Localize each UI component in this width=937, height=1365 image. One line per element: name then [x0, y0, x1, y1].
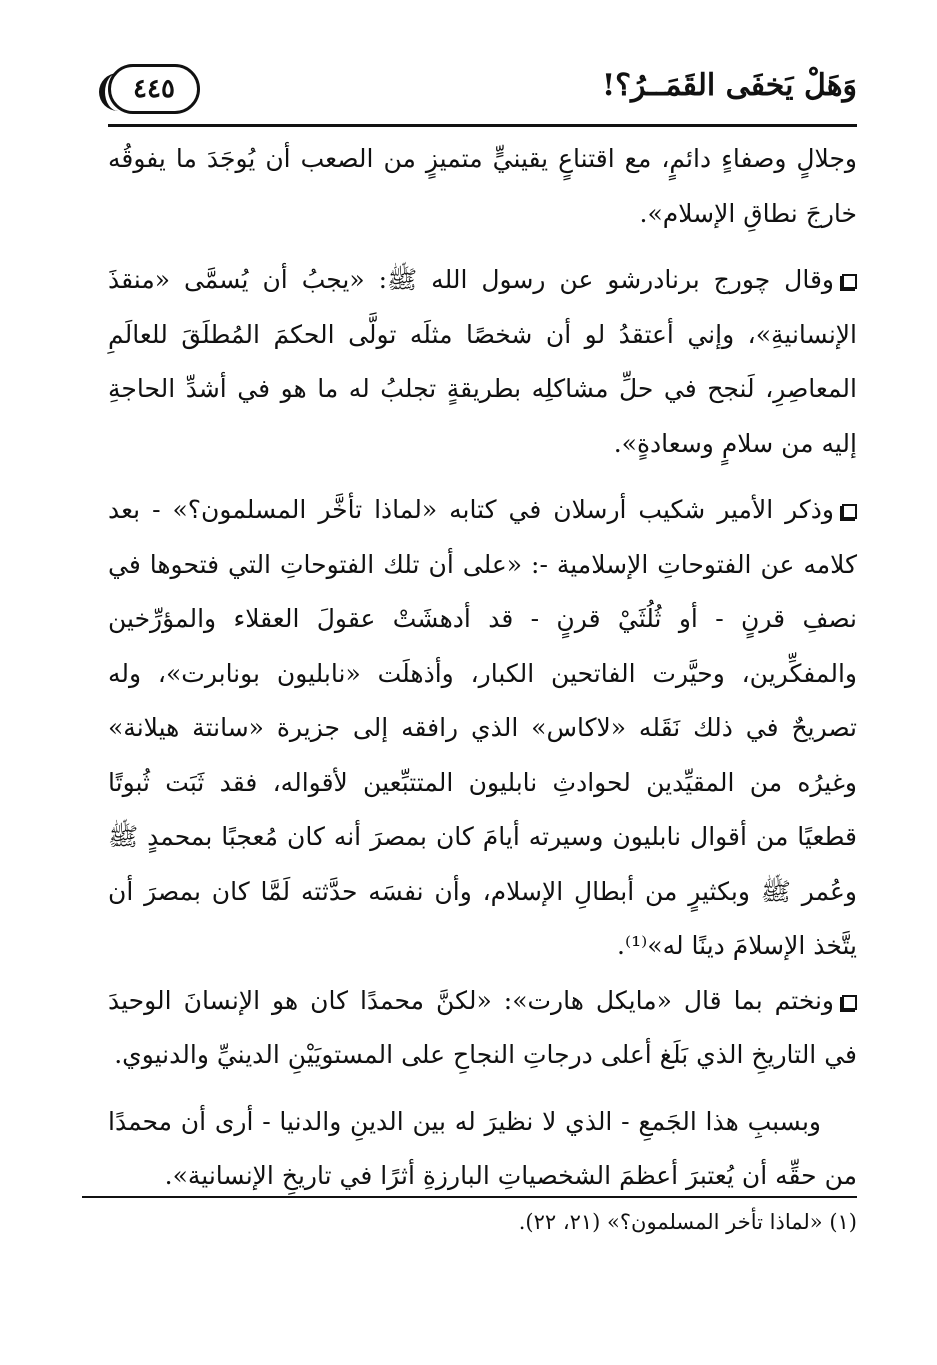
- paragraph-4: [108, 974, 857, 1083]
- paragraph-text: ونختم بما قال «مايكل هارت»: «لكنَّ محمدًا كان هو الإنسانَ الوحيدَ في التاريخِ الذي بَلَغ أعلى درجاتِ النجاحِ على المستويَيْنِ الدينيِّ والدنيوي.: [108, 985, 857, 1069]
- running-title: وَهَلْ يَخفَى القَمَــرُ؟!: [601, 68, 857, 103]
- paragraph-text: وقال چورج برنادرشو عن رسول الله ﷺ: «يجبُ أن يُسمَّى «منقذَ الإنسانيةِ»، وإني أعتقدُ لو أن شخصًا مثلَه تولَّى الحكمَ المُطلَقَ للعالَمِ المعاصِرِ، لَنجح في حلِّ مشاكلِه بطريقةٍ تجلبُ له ما هو في أشدِّ الحاجةِ إليه من سلامٍ وسعادةٍ».: [108, 265, 857, 458]
- page-header: [108, 60, 857, 126]
- square-bullet-icon: [842, 995, 857, 1010]
- page-number: ٤٤٥: [108, 64, 200, 114]
- square-bullet-icon: [842, 504, 857, 519]
- paragraph-3: [108, 483, 857, 974]
- paragraph-5: [108, 1095, 857, 1204]
- header-divider: [108, 124, 857, 127]
- footnote: (١) «لماذا تأخر المسلمون؟» (٢١، ٢٢).: [518, 1210, 857, 1234]
- paragraph-text: وجلالٍ وصفاءٍ دائمٍ، مع اقتناعٍ يقينيٍّ متميزٍ من الصعب أن يُوجَدَ ما يفوقُه خارجَ نطاقِ الإسلام».: [108, 144, 857, 228]
- body-text: [108, 132, 857, 1204]
- paragraph-text: وذكر الأمير شكيب أرسلان في كتابه «لماذا تأخَّر المسلمون؟» - بعد كلامه عن الفتوحاتِ الإسلامية -: «على أن تلك الفتوحاتِ التي فتحوها في نصفِ قرنٍ - أو ثُلُثَيْ قرنٍ - قد أدهشَتْ عقولَ العقلاء والمؤرِّخين والمفكِّرين، وحيَّرت الفاتحين الكبار، وأذهلَت «نابليون بونابرت»، وله تصريحٌ في ذلك نَقَله «لاكاس» الذي رافقه إلى جزيرة «سانتة هيلانة» وغيرُه من المقيِّدين لحوادثِ نابليون المتتبِّعين لأقواله، فقد ثَبَت ثُبوتًا قطعيًا من أقوال نابليون وسيرته أيامَ كان بمصرَ أنه كان مُعجبًا بمحمدٍ ﷺ وعُمر ﷺ وبكثيرٍ من أبطالِ الإسلام، وأن نفسَه حدَّثته لَمَّا كان بمصرَ أن يتَّخذ الإسلامَ دينًا له»⁽¹⁾.: [108, 495, 857, 960]
- square-bullet-icon: [842, 274, 857, 289]
- footnote-divider: [82, 1196, 857, 1198]
- paragraph-text: وبسببِ هذا الجَمعِ - الذي لا نظيرَ له بين الدينِ والدنيا - أرى أن محمدًا من حقِّه أن يُعتبرَ أعظمَ الشخصياتِ البارزةِ أثرًا في تاريخِ الإنسانية».: [108, 1106, 857, 1190]
- paragraph-1: [108, 132, 857, 241]
- paragraph-2: [108, 253, 857, 471]
